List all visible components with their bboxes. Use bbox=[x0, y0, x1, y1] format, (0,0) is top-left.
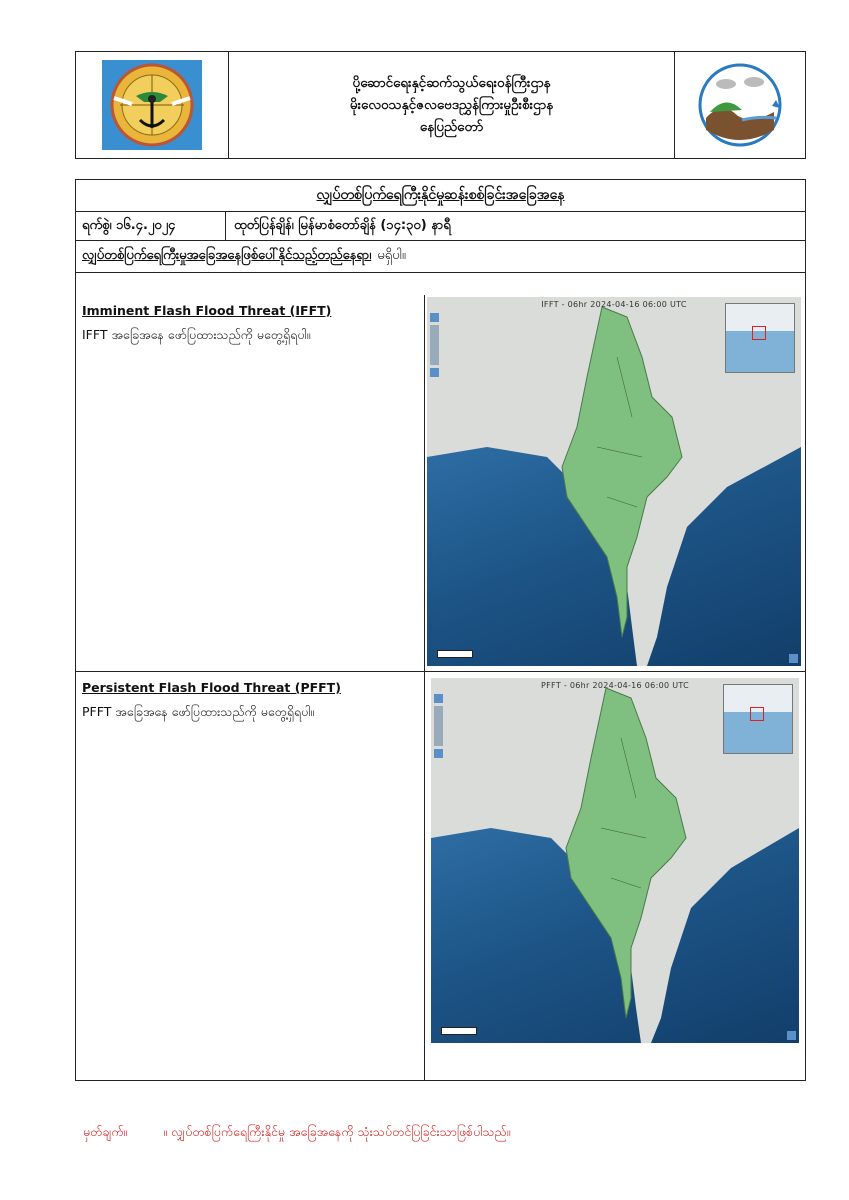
ministry-name: ပို့ဆောင်ရေးနှင့်ဆက်သွယ်ရေးဝန်ကြီးဌာန bbox=[352, 75, 551, 91]
ifft-map-cell bbox=[425, 295, 805, 671]
locations-label: လျှပ်တစ်ပြက်ရေကြီးမှုအခြေအနေဖြစ်ပေါ်နိုင်သည့်တည်နေရာ၊ bbox=[82, 248, 372, 263]
pfft-map-cell bbox=[425, 672, 805, 1081]
ifft-locator-inset bbox=[725, 303, 795, 373]
ifft-heading: Imminent Flash Flood Threat (IFFT) bbox=[82, 303, 332, 318]
report-title: လျှပ်တစ်ပြက်ရေကြီးနိုင်မှုဆန်းစစ်ခြင်းအခြေအနေ bbox=[76, 180, 805, 212]
pfft-locator-inset bbox=[723, 684, 793, 754]
ifft-description: IFFT အခြေအနေ ဖော်ပြထားသည်ကို မတွေ့ရှိရပါ။ bbox=[82, 327, 311, 342]
ifft-map[interactable] bbox=[427, 297, 801, 666]
zoom-out-button[interactable] bbox=[430, 368, 439, 377]
left-logo-cell bbox=[76, 52, 229, 158]
ifft-text-cell bbox=[76, 295, 425, 671]
hydrology-cycle-icon bbox=[692, 60, 788, 150]
city-name: နေပြည်တော် bbox=[419, 119, 484, 135]
map-expand-button[interactable] bbox=[787, 1031, 796, 1040]
locations-value: မရှိပါ။ bbox=[377, 248, 406, 263]
ifft-zoom-control[interactable] bbox=[430, 313, 439, 403]
department-name: မိုးလေဝသနှင့်ဇလဗေဒညွှန်ကြားမှုဦးစီးဌာန bbox=[349, 97, 554, 113]
inset-marker bbox=[750, 707, 764, 721]
scale-bar bbox=[437, 650, 473, 658]
pfft-zoom-control[interactable] bbox=[434, 694, 443, 784]
zoom-slider[interactable] bbox=[430, 325, 439, 365]
right-logo-cell bbox=[674, 52, 805, 158]
report-box bbox=[75, 179, 806, 1081]
pfft-section bbox=[76, 672, 805, 1081]
ministry-emblem-icon bbox=[100, 58, 204, 152]
map-expand-button[interactable] bbox=[789, 654, 798, 663]
pfft-map-caption: PFFT - 06hr 2024-04-16 06:00 UTC bbox=[541, 681, 689, 690]
zoom-out-button[interactable] bbox=[434, 749, 443, 758]
note-label: မှတ်ချက်။ bbox=[83, 1124, 128, 1139]
pfft-description: PFFT အခြေအနေ ဖော်ပြထားသည်ကို မတွေ့ရှိရပါ။ bbox=[82, 704, 315, 719]
header-box bbox=[75, 51, 806, 159]
pfft-heading: Persistent Flash Flood Threat (PFFT) bbox=[82, 680, 341, 695]
pfft-text-cell bbox=[76, 672, 425, 1081]
inset-marker bbox=[752, 326, 766, 340]
issue-time: ထုတ်ပြန်ချိန်၊ မြန်မာစံတော်ချိန် (၁၄:၃၀) နာရီ bbox=[234, 217, 451, 233]
date-row bbox=[76, 212, 805, 241]
locations-row bbox=[76, 241, 805, 273]
ifft-map-caption: IFFT - 06hr 2024-04-16 06:00 UTC bbox=[541, 300, 687, 309]
report-date: ရက်စွဲ၊ ၁၆.၄.၂၀၂၄ bbox=[76, 212, 226, 240]
pfft-map[interactable] bbox=[431, 678, 799, 1043]
zoom-slider[interactable] bbox=[434, 706, 443, 746]
zoom-in-button[interactable] bbox=[434, 694, 443, 703]
zoom-in-button[interactable] bbox=[430, 313, 439, 322]
scale-bar bbox=[441, 1027, 477, 1035]
footer-note bbox=[83, 1124, 510, 1143]
ifft-section bbox=[76, 295, 805, 672]
header-titles bbox=[229, 52, 674, 158]
note-text: ။ လျှပ်တစ်ပြက်ရေကြီးနိုင်မှု အခြေအနေကို သုံးသပ်တင်ပြခြင်းသာဖြစ်ပါသည်။ bbox=[163, 1124, 511, 1139]
